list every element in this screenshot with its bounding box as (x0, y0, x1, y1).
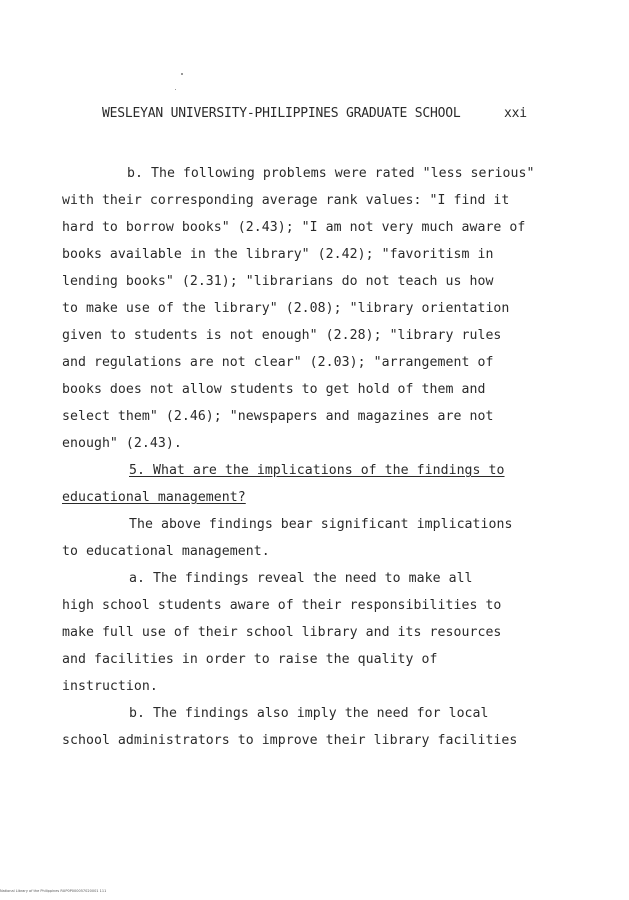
paragraph-b-line-10: select them" (2.46); "newspapers and magazines are not (62, 409, 494, 424)
paragraph-b-line-4: books available in the library" (2.42); "favoritism in (62, 247, 494, 262)
paragraph-a-line-4: and facilities in order to raise the quality of (62, 652, 438, 667)
paragraph-b2-line-2: school administrators to improve their library facilities (62, 733, 518, 748)
paragraph-b-line-6: to make use of the library" (2.08); "library orientation (62, 301, 510, 316)
paragraph-b-line-11: enough" (2.43). (62, 436, 182, 451)
scan-speck (175, 89, 176, 90)
scan-speck (181, 73, 183, 75)
paragraph-a-line-2: high school students aware of their responsibilities to (62, 598, 502, 613)
question-5-line-1: 5. What are the implications of the findings to (129, 463, 505, 478)
implications-line-2: to educational management. (62, 544, 270, 559)
paragraph-b-line-7: given to students is not enough" (2.28); "library rules (62, 328, 502, 343)
page-header (0, 106, 629, 126)
paragraph-a-line-3: make full use of their school library and its resources (62, 625, 502, 640)
paragraph-a-line-5: instruction. (62, 679, 158, 694)
scan-footer: National Library of the Philippines RUP0P000057020001 111 (0, 889, 107, 893)
paragraph-b-line-9: books does not allow students to get hold of them and (62, 382, 486, 397)
paragraph-b-line-1: b. The following problems were rated "less serious" (127, 166, 535, 181)
paragraph-b-line-3: hard to borrow books" (2.43); "I am not very much aware of (62, 220, 526, 235)
paragraph-b-line-2: with their corresponding average rank values: "I find it (62, 193, 510, 208)
question-5-line-2: educational management? (62, 490, 246, 505)
implications-line-1: The above findings bear significant implications (129, 517, 513, 532)
header-title: WESLEYAN UNIVERSITY-PHILIPPINES GRADUATE SCHOOL (102, 106, 461, 121)
paragraph-b-line-5: lending books" (2.31); "librarians do not teach us how (62, 274, 494, 289)
paragraph-b-line-8: and regulations are not clear" (2.03); "arrangement of (62, 355, 494, 370)
paragraph-a-line-1: a. The findings reveal the need to make all (129, 571, 473, 586)
page-number: xxi (504, 106, 527, 121)
paragraph-b2-line-1: b. The findings also imply the need for local (129, 706, 489, 721)
